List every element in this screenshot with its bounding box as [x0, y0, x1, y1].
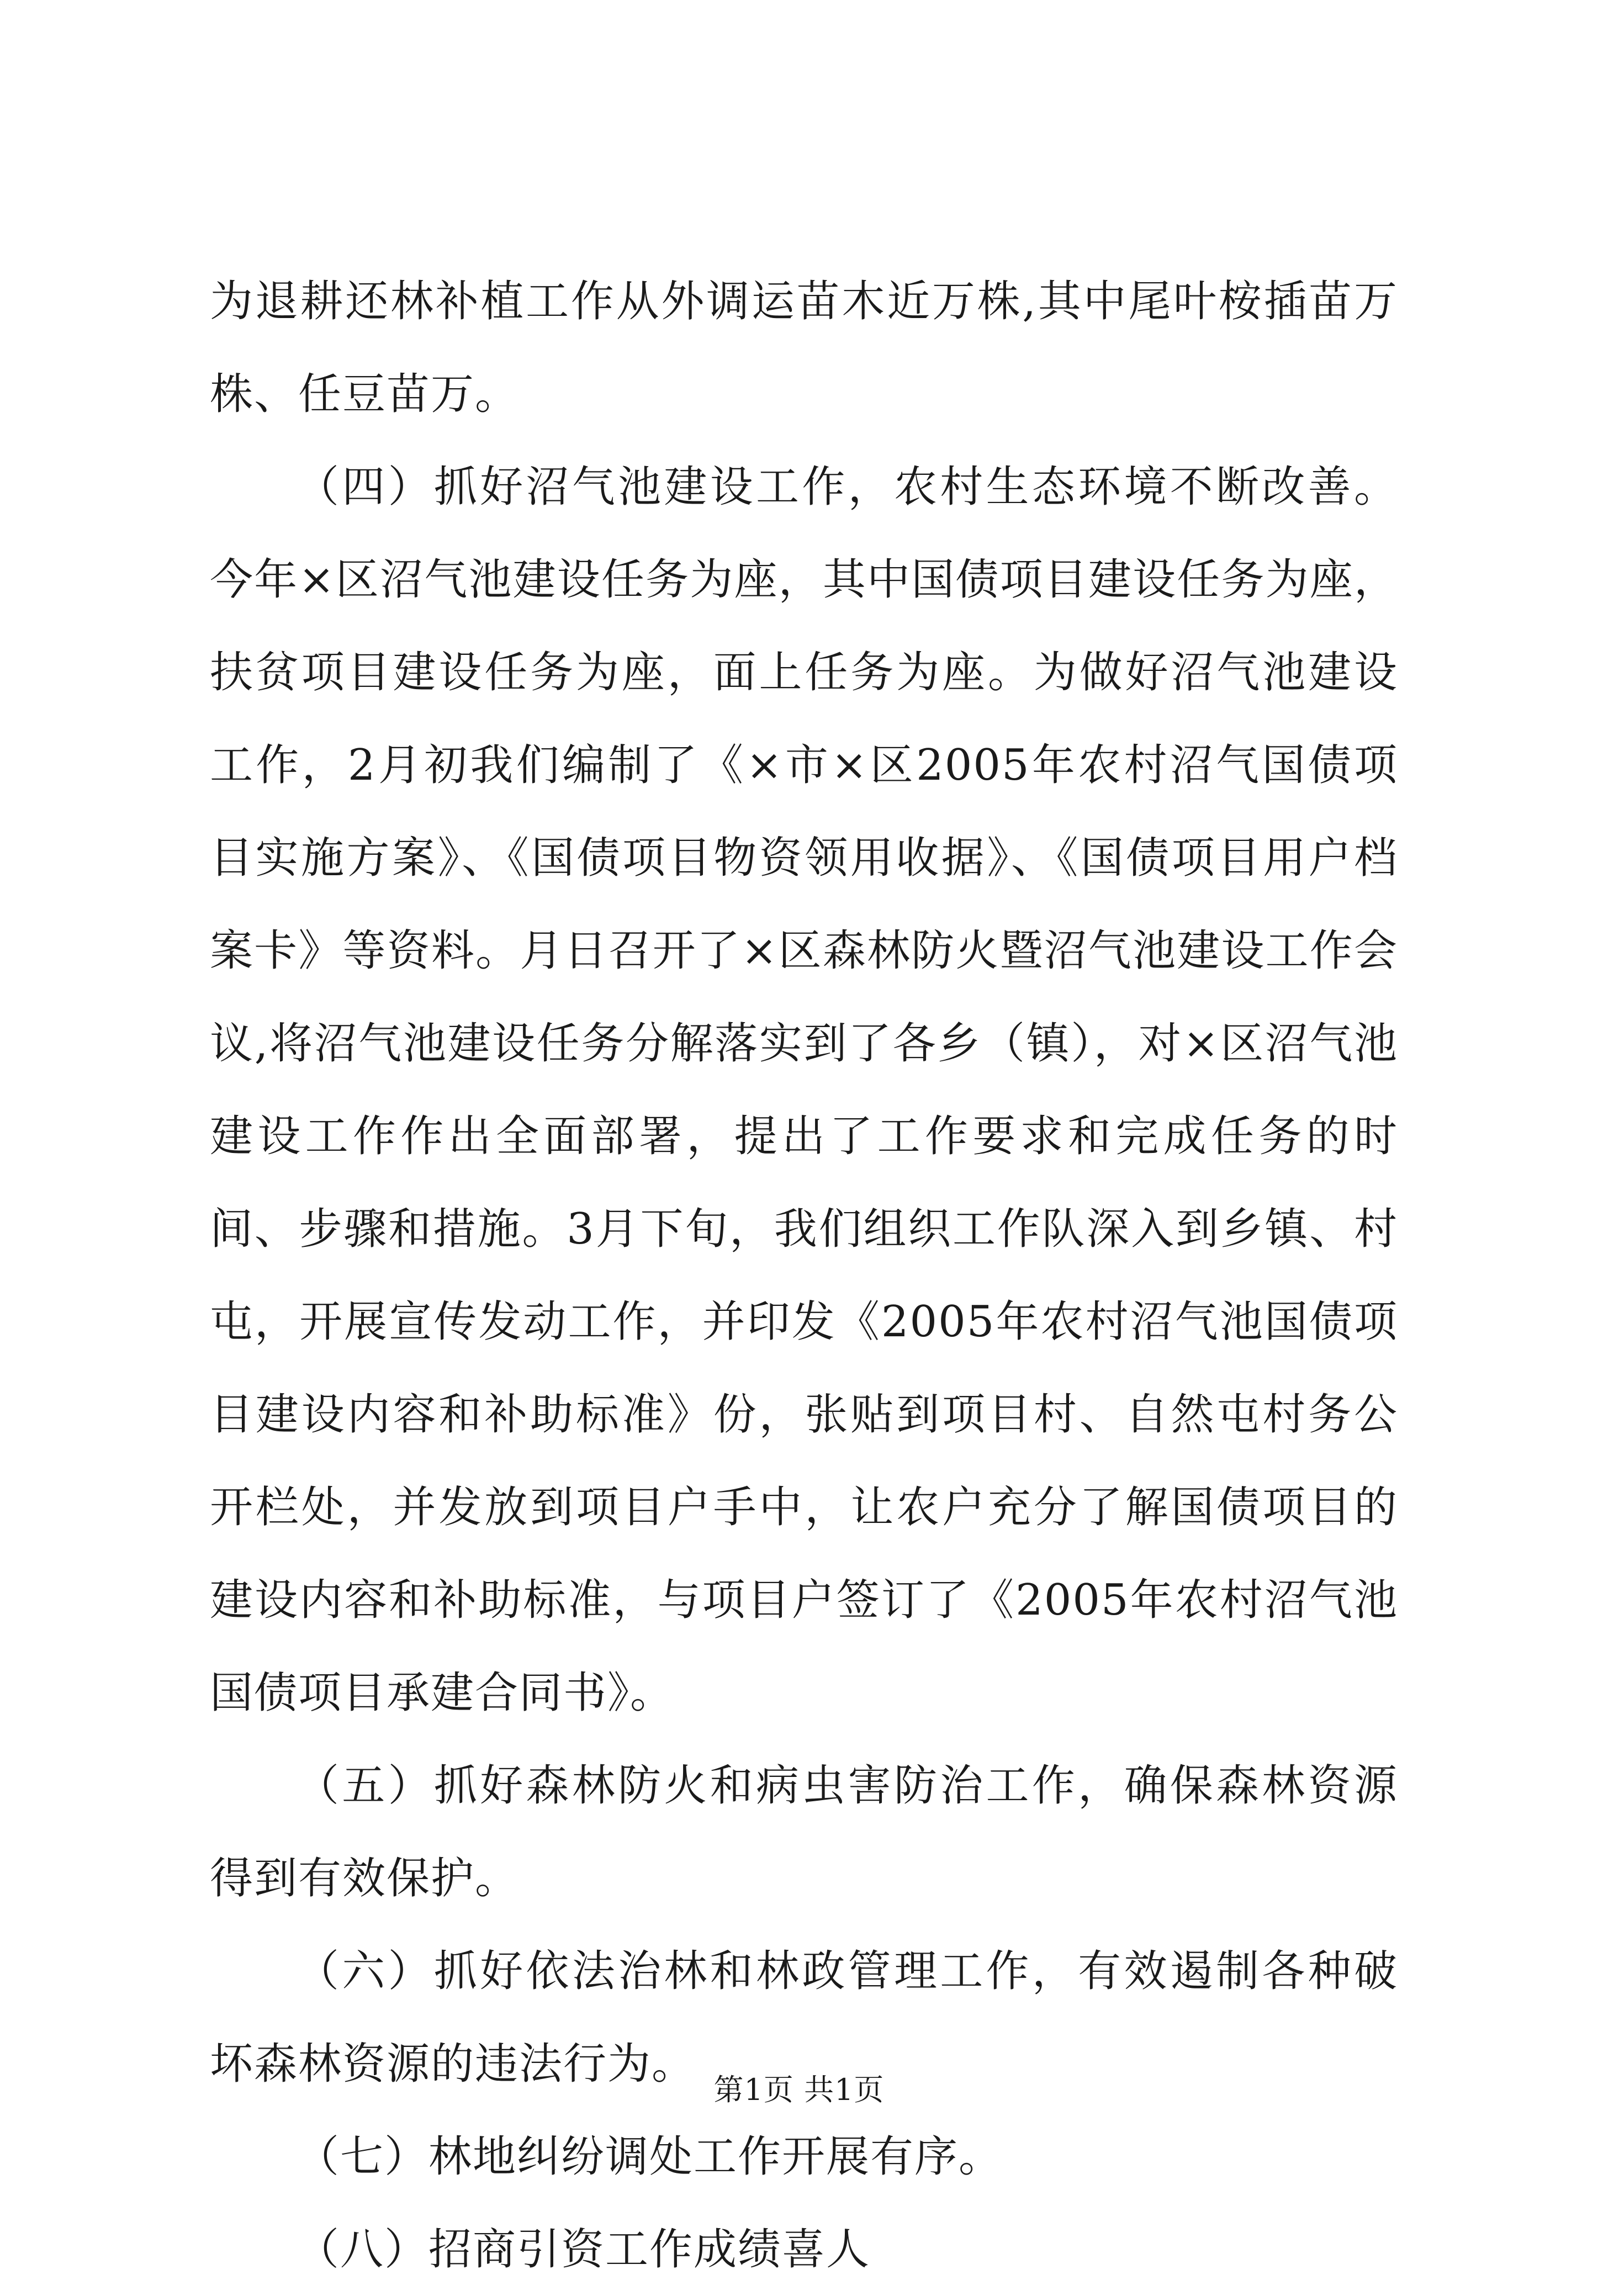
paragraph-section-5: （五）抓好森林防火和病虫害防治工作，确保森林资源得到有效保护。: [210, 1761, 1398, 1903]
page-footer: 第1页 共1页: [713, 2072, 885, 2107]
paragraph-section-6: （六）抓好依法治林和林政管理工作，有效遏制各种破坏森林资源的违法行为。: [210, 1946, 1398, 2089]
paragraph-section-8: （八）招商引资工作成绩喜人: [296, 2225, 871, 2274]
paragraph-section-4: （四）抓好沼气池建设工作，农村生态环境不断改善。今年×区沼气池建设任务为座，其中国债项目建设任务为座，扶贫项目建设任务为座，面上任务为座。为做好沼气池建设工作，2月初我们编制了《×市×区2005年农村沼气国债项目实施方案》、《国债项目物资领用收据》、《国债项目用户档案卡》等资料。月日召开了×区森林防火暨沼气池建设工作会议,将沼气池建设任务分解落实到了各乡（镇），对×区沼气池建设工作作出全面部署，提出了工作要求和完成任务的时间、步骤和措施。3月下旬，我们组织工作队深入到乡镇、村屯，开展宣传发动工作，并印发《2005年农村沼气池国债项目建设内容和补助标准》份，张贴到项目村、自然屯村务公开栏处，并发放到项目户手中，让农户充分了解国债项目的建设内容和补助标准，与项目户签订了《2005年农村沼气池国债项目承建合同书》。: [210, 462, 1398, 1718]
paragraph-section-7: （七）林地纠纷调处工作开展有序。: [296, 2132, 1003, 2182]
document-body: [210, 255, 1398, 2296]
paragraph-continuation: 为退耕还林补植工作从外调运苗木近万株,其中尾叶桉插苗万株、任豆苗万。: [210, 277, 1398, 419]
